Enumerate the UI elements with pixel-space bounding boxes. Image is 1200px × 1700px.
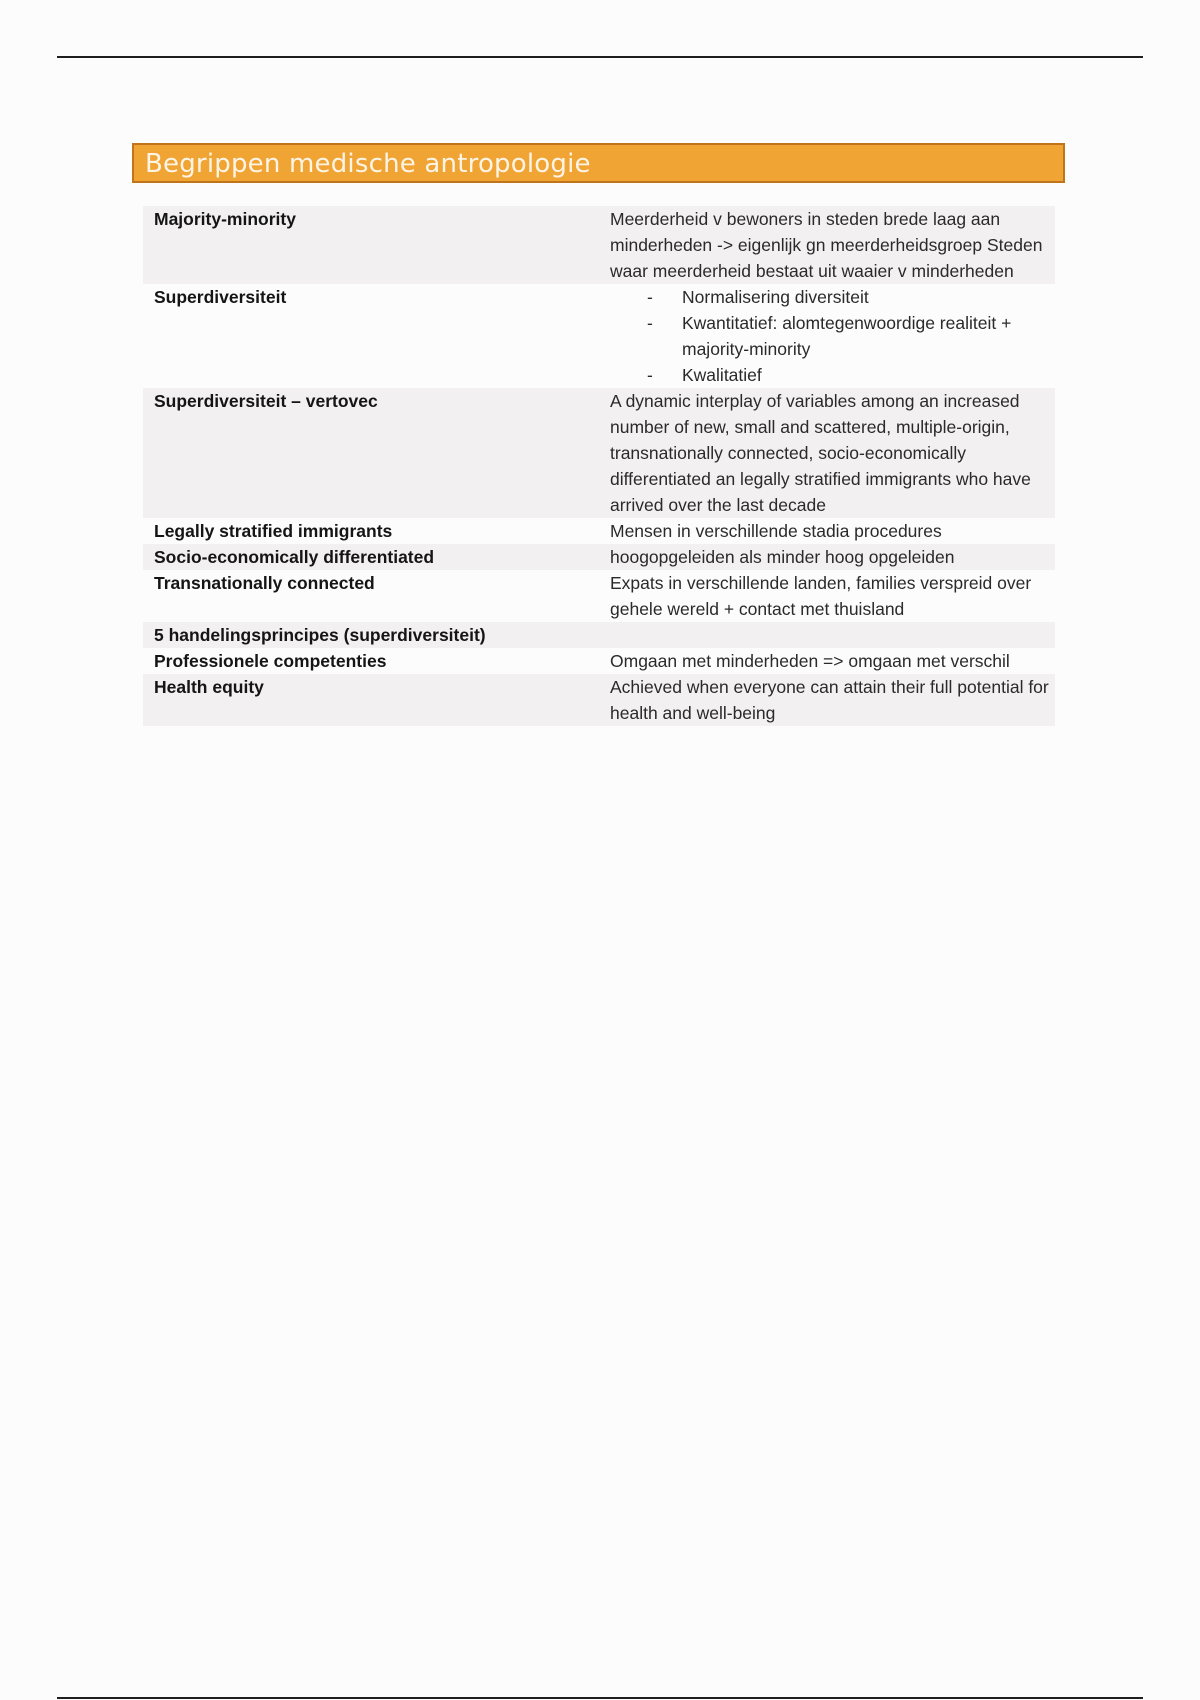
glossary-term: Transnationally connected	[154, 573, 375, 593]
glossary-table	[143, 206, 1055, 726]
glossary-definition: Expats in verschillende landen, families verspreid over gehele wereld + contact met thuisland	[610, 573, 1032, 619]
footer-rule	[57, 1697, 1143, 1699]
glossary-row	[143, 284, 1055, 388]
glossary-term: Majority-minority	[154, 209, 296, 229]
bullet-item	[610, 284, 1055, 310]
glossary-term: Superdiversiteit – vertovec	[154, 391, 378, 411]
glossary-row	[143, 544, 1055, 570]
glossary-term: Superdiversiteit	[154, 287, 287, 307]
glossary-definition: Meerderheid v bewoners in steden brede laag aan minderheden -> eigenlijk gn meerderheidsgroep Steden waar meerderheid bestaat uit waaier v minderheden	[610, 209, 1043, 281]
glossary-row	[143, 674, 1055, 726]
definition-bullet-list	[610, 284, 1055, 388]
glossary-term: 5 handelingsprincipes (superdiversiteit)	[154, 625, 486, 645]
glossary-definition: Achieved when everyone can attain their full potential for health and well-being	[610, 677, 1049, 723]
section-heading-bar	[132, 143, 1065, 183]
glossary-row	[143, 518, 1055, 544]
glossary-definition: A dynamic interplay of variables among an increased number of new, small and scattered, multiple-origin, transnationally connected, socio-economically differentiated an legally stratified immigrants who have arrived over the last decade	[610, 391, 1031, 515]
glossary-row	[143, 648, 1055, 674]
glossary-definition: Omgaan met minderheden => omgaan met verschil	[610, 651, 1010, 671]
section-heading: Begrippen medische antropologie	[145, 149, 591, 179]
glossary-definition: hoogopgeleiden als minder hoog opgeleiden	[610, 547, 955, 567]
bullet-text: Normalisering diversiteit	[682, 287, 869, 307]
glossary-term: Professionele competenties	[154, 651, 387, 671]
glossary-definition	[599, 284, 1055, 388]
glossary-row	[143, 622, 1055, 648]
dash-marker: -	[647, 313, 653, 333]
dash-marker: -	[647, 287, 653, 307]
glossary-term: Legally stratified immigrants	[154, 521, 393, 541]
glossary-term: Health equity	[154, 677, 264, 697]
header-rule	[57, 56, 1143, 58]
bullet-text: Kwalitatief	[682, 365, 762, 385]
glossary-definition	[599, 622, 1055, 648]
glossary-row	[143, 570, 1055, 622]
bullet-item	[610, 362, 1055, 388]
glossary-row	[143, 388, 1055, 518]
glossary-row	[143, 206, 1055, 284]
glossary-definition: Mensen in verschillende stadia procedures	[610, 521, 942, 541]
bullet-item	[610, 310, 1055, 362]
dash-marker: -	[647, 365, 653, 385]
glossary-term: Socio-economically differentiated	[154, 547, 435, 567]
bullet-text: Kwantitatief: alomtegenwoordige realiteit + majority-minority	[682, 313, 1012, 359]
